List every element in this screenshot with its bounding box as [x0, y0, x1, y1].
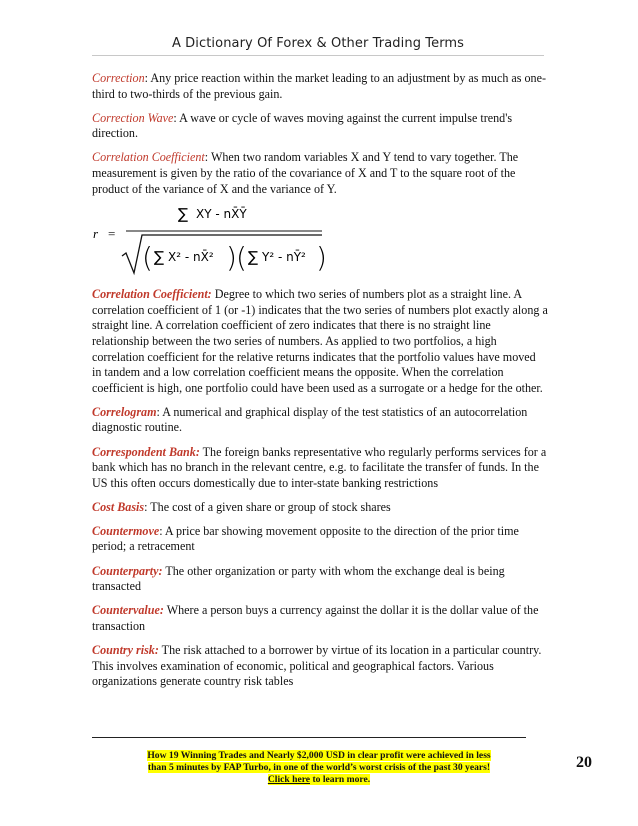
entry-term: Correction	[92, 71, 145, 85]
promo-line-2: than 5 minutes by FAP Turbo, in one of the world’s worst crisis of the past 30 years!	[147, 762, 491, 773]
entry-separator: :	[173, 110, 177, 125]
entry-definition: Degree to which two series of numbers plot as a straight line. A correlation coefficient of 1 (or -1) indicates that the two series of numbers plot exactly along a straight line. A correlation coefficient of zero indicates that there is no straight line relationship between the two series of numbers. As applied to two portfolios, a high correlation coefficient for the relative returns indicates that the portfolio values have moved in tandem and a low correlation coefficient means the opposite. When the correlation coefficient is high, one portfolio could have been used as a surrogate or a hedge for the other.	[92, 287, 548, 395]
entry-correction	[92, 71, 548, 102]
entry-separator: :	[204, 150, 209, 165]
entry-correlation-coefficient	[92, 150, 548, 197]
entry-term: Cost Basis	[92, 499, 145, 514]
entry-term: Country risk:	[92, 642, 159, 657]
entry-term: Countervalue:	[92, 603, 164, 618]
formula-term-x: X² - nX̄²	[168, 250, 214, 265]
entry-counterparty	[92, 564, 548, 595]
entry-term: Correlation Coefficient	[92, 150, 205, 165]
dictionary-content	[92, 71, 548, 698]
entry-term: Correlation Coefficient:	[92, 287, 212, 302]
entry-term: Counterparty:	[92, 563, 163, 578]
entry-definition: A numerical and graphical display of the test statistics of an autocorrelation diagnostic routine.	[92, 404, 528, 435]
entry-definition: When two random variables X and Y tend to vary together. The measurement is given by the ratio of the covariance of X and T to the square root of the product of the variance of X and the variance of Y.	[92, 150, 519, 196]
entry-term: Countermove	[92, 523, 160, 538]
header-divider	[92, 55, 544, 56]
numerator-sum-symbol: ∑	[178, 205, 189, 224]
entry-country-risk	[92, 643, 548, 690]
entry-countervalue	[92, 603, 548, 634]
correlation-formula-graphic	[92, 201, 332, 277]
entry-definition: The other organization or party with whom the exchange deal is being transacted	[92, 563, 505, 594]
entry-separator: :	[159, 523, 163, 538]
promo-line-3: to learn more.	[310, 774, 371, 785]
entry-term: Correspondent Bank:	[92, 444, 200, 459]
click-here-link[interactable]: Click here	[267, 774, 311, 785]
entry-definition: A price bar showing movement opposite to the direction of the prior time period; a retracement	[92, 523, 519, 554]
entry-definition: The cost of a given share or group of stock shares	[147, 499, 391, 514]
entry-definition: Any price reaction within the market leading to an adjustment by as much as one-third to two-thirds of the previous gain.	[92, 71, 546, 101]
entry-countermove	[92, 524, 548, 555]
promo-banner	[128, 750, 510, 786]
left-paren-2: (	[236, 241, 247, 275]
entry-term: Correlogram	[92, 404, 157, 419]
entry-definition: Where a person buys a currency against the dollar it is the dollar value of the transaction	[92, 603, 539, 633]
promo-line-1: How 19 Winning Trades and Nearly $2,000 USD in clear profit were achieved in less	[147, 750, 491, 761]
entry-definition: A wave or cycle of waves moving against the current impulse trend's direction.	[92, 110, 513, 141]
page-number: 20	[576, 754, 592, 771]
entry-cost-basis	[92, 500, 548, 516]
right-paren-1: )	[226, 241, 237, 275]
formula-lhs: r	[93, 226, 99, 242]
entry-definition: The risk attached to a borrower by virtue of its location in a particular country. This involves examination of economic, political and geographical factors. Various organizations generate country risk tables	[92, 642, 542, 689]
denominator-sum-symbol-1: ∑	[154, 248, 165, 267]
entry-correlation-coefficient-2	[92, 287, 548, 396]
footer-divider	[92, 737, 526, 738]
entry-correlogram	[92, 405, 548, 436]
entry-separator: :	[156, 404, 160, 419]
denominator-sum-symbol-2: ∑	[248, 248, 259, 267]
left-paren-1: (	[142, 241, 153, 275]
page-header-title: A Dictionary Of Forex & Other Trading Terms	[171, 36, 465, 51]
formula-equals: =	[108, 226, 116, 242]
entry-term: Correction Wave	[92, 110, 174, 125]
formula-term-y: Y² - nȲ²	[262, 250, 306, 265]
entry-definition: The foreign banks representative who regularly performs services for a bank which has no branch in the relevant centre, e.g. to facilitate the transfer of funds. In the US this often occurs domestically due to inter-state banking restrictions	[92, 444, 547, 490]
entry-correspondent-bank	[92, 445, 548, 492]
entry-separator: :	[144, 71, 149, 85]
entry-correction-wave	[92, 111, 548, 142]
right-paren-2: )	[316, 241, 327, 275]
entry-separator: :	[144, 499, 148, 514]
formula-numerator: XY - nX̄Ȳ	[196, 207, 247, 222]
correlation-formula	[92, 201, 548, 277]
